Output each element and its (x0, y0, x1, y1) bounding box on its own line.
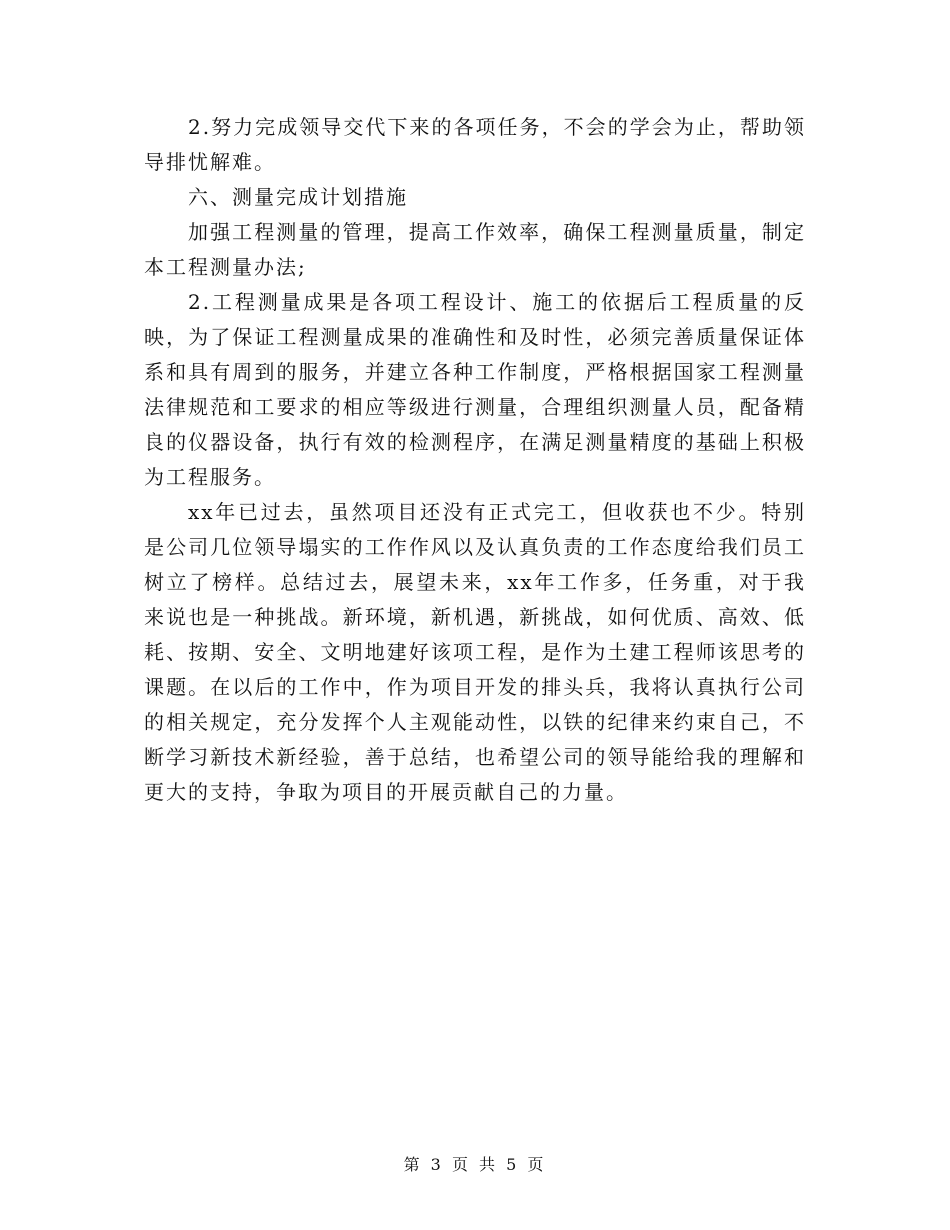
paragraph-task-completion: 2.努力完成领导交代下来的各项任务，不会的学会为止，帮助领导排忧解难。 (144, 115, 806, 174)
paragraph-measurement-results: 2.工程测量成果是各项工程设计、施工的依据后工程质量的反映，为了保证工程测量成果的准确性和及时性，必须完善质量保证体系和具有周到的服务，并建立各种工作制度，严格根据国家工程测量法律规范和工要求的相应等级进行测量，合理组织测量人员，配备精良的仪器设备，执行有效的检测程序，在满足测量精度的基础上积极为工程服务。 (144, 290, 806, 489)
paragraph-measurement-management: 加强工程测量的管理，提高工作效率，确保工程测量质量，制定本工程测量办法; (144, 220, 806, 279)
page-footer: 第 3 页 共 5 页 (403, 1155, 547, 1174)
paragraph-summary-outlook: xx年已过去，虽然项目还没有正式完工，但收获也不少。特别是公司几位领导塌实的工作作风以及认真负责的工作态度给我们员工树立了榜样。总结过去，展望未来，xx年工作多，任务重，对于我来说也是一种挑战。新环境，新机遇，新挑战，如何优质、高效、低耗、按期、安全、文明地建好该项工程，是作为土建工程师该思考的课题。在以后的工作中，作为项目开发的排头兵，我将认真执行公司的相关规定，充分发挥个人主观能动性，以铁的纪律来约束自己，不断学习新技术新经验，善于总结，也希望公司的领导能给我的理解和更大的支持，争取为项目的开展贡献自己的力量。 (144, 500, 806, 804)
section-heading-measurement-plan: 六、测量完成计划措施 (188, 185, 408, 209)
document-body (144, 110, 806, 810)
